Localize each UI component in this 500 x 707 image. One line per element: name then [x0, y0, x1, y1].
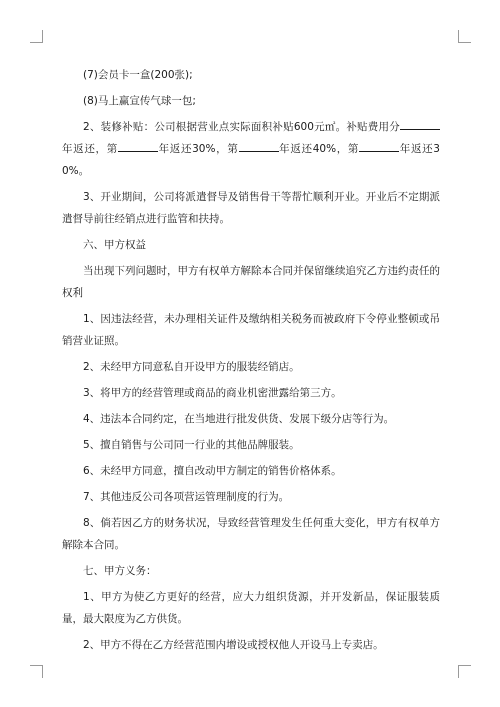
section-heading-party-a-obligations: 七、甲方义务：	[83, 565, 157, 577]
rights-item-6: 6、未经甲方同意，擅自改动甲方制定的销售价格体系。	[83, 465, 342, 477]
crop-mark-top-right	[458, 30, 471, 43]
item-promo-balloons: (8)马上赢宣传气球一包;	[83, 95, 196, 107]
subsidy-text-1: 2、装修补贴：公司根据营业点实际面积补贴600元㎡。补贴费用分	[83, 121, 400, 133]
rights-item-2: 2、未经甲方同意私自开设甲方的服装经销店。	[83, 361, 300, 373]
document-body	[62, 64, 440, 660]
blank-field	[118, 139, 158, 152]
rights-item-3: 3、将甲方的经营管理或商品的商业机密泄露给第三方。	[83, 387, 342, 399]
subsidy-text-2: 年返还，第	[62, 143, 118, 155]
rights-item-5: 5、擅自销售与公司同一行业的其他品牌服装。	[83, 439, 300, 451]
blank-field	[400, 117, 440, 130]
obligation-item-1: 1、甲方为使乙方更好的经营，应大力组织货源，并开发新品，保证服装质量，最大限度为乙方供货。	[62, 591, 440, 625]
blank-field	[239, 139, 279, 152]
subsidy-text-4: 年返还40%，第	[278, 143, 360, 155]
crop-mark-bottom-left	[30, 665, 43, 678]
rights-item-1: 1、因违法经营，未办理相关证件及缴纳相关税务而被政府下令停业整顿或吊销营业证照。	[62, 313, 440, 347]
rights-item-8: 8、倘若因乙方的财务状况，导致经营管理发生任何重大变化，甲方有权单方解除本合同。	[62, 517, 440, 551]
blank-field	[359, 139, 399, 152]
obligation-item-2: 2、甲方不得在乙方经营范围内增设或授权他人开设马上专卖店。	[83, 639, 384, 651]
subsidy-text-5: 年返还30%。	[62, 143, 440, 177]
rights-intro: 当出现下列问题时，甲方有权单方解除本合同并保留继续追究乙方违约责任的权利	[62, 265, 440, 299]
section-heading-party-a-rights: 六、甲方权益	[83, 239, 146, 251]
subsidy-text-3: 年返还30%，第	[157, 143, 239, 155]
rights-item-4: 4、违法本合同约定，在当地进行批发供货、发展下级分店等行为。	[83, 413, 395, 425]
item-membership-card: (7)会员卡一盒(200张);	[83, 69, 193, 81]
crop-mark-top-left	[30, 30, 43, 43]
clause-renovation-subsidy	[62, 116, 440, 182]
clause-opening-support: 3、开业期间，公司将派遣督导及销售骨干等帮忙顺利开业。开业后不定期派遣督导前往经销点进行监管和扶持。	[62, 191, 440, 225]
crop-mark-bottom-right	[458, 665, 471, 678]
rights-item-7: 7、其他违反公司各项营运管理制度的行为。	[83, 491, 290, 503]
